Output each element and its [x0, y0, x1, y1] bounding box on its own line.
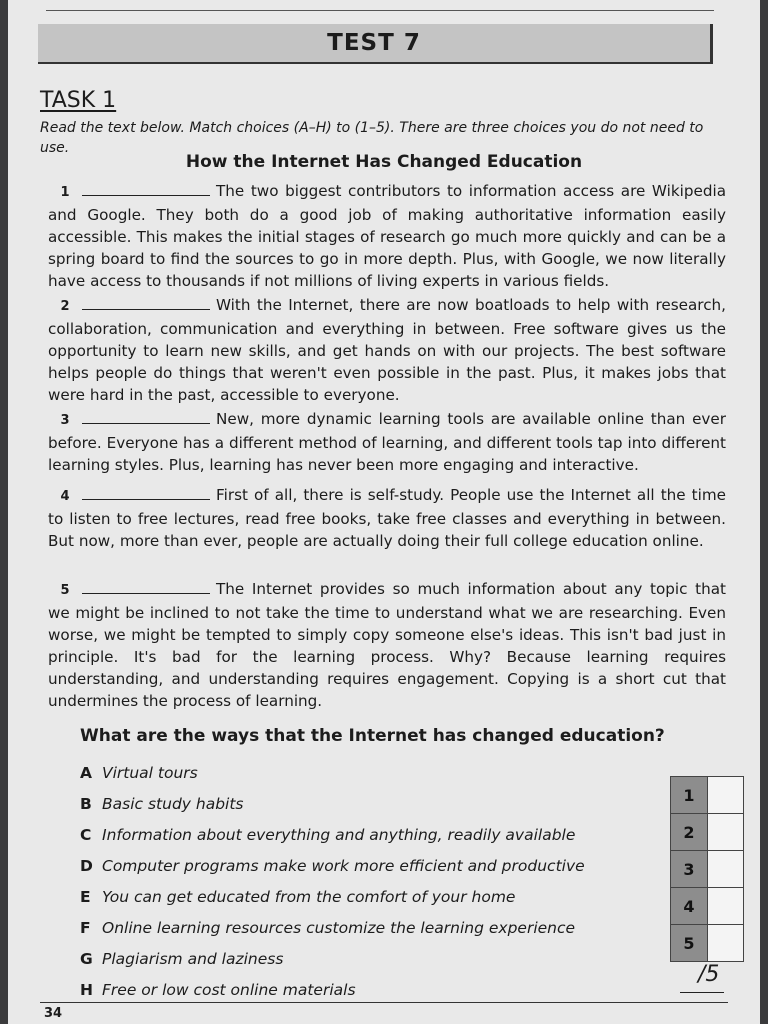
choice-option — [80, 795, 640, 826]
choice-option — [80, 857, 640, 888]
choice-text: You can get educated from the comfort of your home — [102, 888, 516, 906]
article-paragraph-3 — [48, 408, 726, 476]
paragraph-number: 2 — [60, 299, 70, 314]
score-line[interactable] — [680, 992, 724, 993]
choice-letter: E — [80, 888, 91, 906]
task-title: TASK 1 — [40, 88, 117, 113]
choice-text: Virtual tours — [102, 764, 198, 782]
article-paragraph-4 — [48, 484, 726, 552]
answer-grid — [670, 776, 744, 962]
answer-row — [671, 888, 743, 925]
answer-blank[interactable] — [82, 297, 210, 310]
paragraph-number: 3 — [60, 413, 70, 428]
answer-number: 5 — [671, 925, 708, 961]
textbook-page — [8, 0, 760, 1024]
paragraph-text: New, more dynamic learning tools are available online than ever before. Everyone has a different method of learning, and different tools tap into different learning styles. Plus, learning has never been more engaging and interactive. — [48, 410, 726, 474]
paragraph-text: First of all, there is self-study. People use the Internet all the time to listen to free lectures, read free books, take free classes and everything in between. But now, more than ever, people are actually doing their full college education online. — [48, 486, 726, 550]
paragraph-number: 4 — [60, 489, 70, 504]
choice-text: Computer programs make work more efficient and productive — [102, 857, 585, 875]
choice-text: Information about everything and anything, readily available — [102, 826, 576, 844]
answer-blank[interactable] — [82, 183, 210, 196]
answer-cell[interactable] — [708, 814, 743, 850]
answer-cell[interactable] — [708, 851, 743, 887]
article-paragraph-5 — [48, 578, 726, 712]
answer-number: 3 — [671, 851, 708, 887]
choice-text: Online learning resources customize the learning experience — [102, 919, 576, 937]
answer-blank[interactable] — [82, 581, 210, 594]
choice-option — [80, 888, 640, 919]
choice-letter: H — [80, 981, 93, 999]
answer-number: 4 — [671, 888, 708, 924]
answer-cell[interactable] — [708, 888, 743, 924]
page-number: 34 — [44, 1006, 63, 1021]
choice-letter: G — [80, 950, 93, 968]
choice-letter: C — [80, 826, 92, 844]
bottom-divider — [40, 1002, 728, 1003]
article-title: How the Internet Has Changed Education — [185, 152, 583, 172]
choice-text: Plagiarism and laziness — [102, 950, 284, 968]
answer-cell[interactable] — [708, 777, 743, 813]
answer-blank[interactable] — [82, 411, 210, 424]
task-instructions: Read the text below. Match choices (A–H) to (1–5). There are three choices you do not need to use. — [40, 120, 704, 156]
choice-letter: B — [80, 795, 92, 813]
paragraph-text: With the Internet, there are now boatloads to help with research, collaboration, communication and everything in between. Free software gives us the opportunity to learn new skills, and get hands on with our projects. The best software helps people do things that weren't even possible in the past. Plus, it makes jobs that were hard in the past, accessible to everyone. — [48, 296, 726, 404]
test-title: TEST 7 — [327, 30, 421, 56]
choice-list — [80, 764, 640, 1012]
top-divider — [46, 10, 714, 11]
answer-number: 2 — [671, 814, 708, 850]
paragraph-number: 5 — [60, 583, 70, 598]
score-total: /5 — [698, 962, 720, 987]
paragraph-text: The two biggest contributors to information access are Wikipedia and Google. They both do a good job of making authoritative information easily accessible. This makes the initial stages of research go much more quickly and can be a spring board to find the sources to go in more depth. Plus, with Google, we now literally have access to thousands if not millions of living experts in various fields. — [48, 182, 726, 290]
answer-row — [671, 851, 743, 888]
choice-text: Basic study habits — [102, 795, 244, 813]
choice-option — [80, 981, 640, 1012]
choice-text: Free or low cost online materials — [102, 981, 356, 999]
answer-row — [671, 777, 743, 814]
answer-cell[interactable] — [708, 925, 743, 961]
choice-option — [80, 826, 640, 857]
answer-blank[interactable] — [82, 487, 210, 500]
article-paragraph-2 — [48, 294, 726, 406]
question-prompt: What are the ways that the Internet has changed education? — [80, 726, 665, 746]
answer-number: 1 — [671, 777, 708, 813]
paragraph-number: 1 — [60, 185, 70, 200]
article-paragraph-1 — [48, 180, 726, 292]
test-banner — [38, 24, 713, 64]
choice-letter: D — [80, 857, 93, 875]
choice-option — [80, 764, 640, 795]
answer-row — [671, 814, 743, 851]
choice-option — [80, 950, 640, 981]
choice-option — [80, 919, 640, 950]
answer-row — [671, 925, 743, 961]
choice-letter: F — [80, 919, 91, 937]
paragraph-text: The Internet provides so much information about any topic that we might be inclined to not take the time to understand what we are researching. Even worse, we might be tempted to simply copy someone else's ideas. This isn't bad just in principle. It's bad for the learning process. Why? Because learning requires understanding, and understanding requires engagement. Copying is a short cut that undermines the process of learning. — [48, 580, 726, 710]
choice-letter: A — [80, 764, 92, 782]
